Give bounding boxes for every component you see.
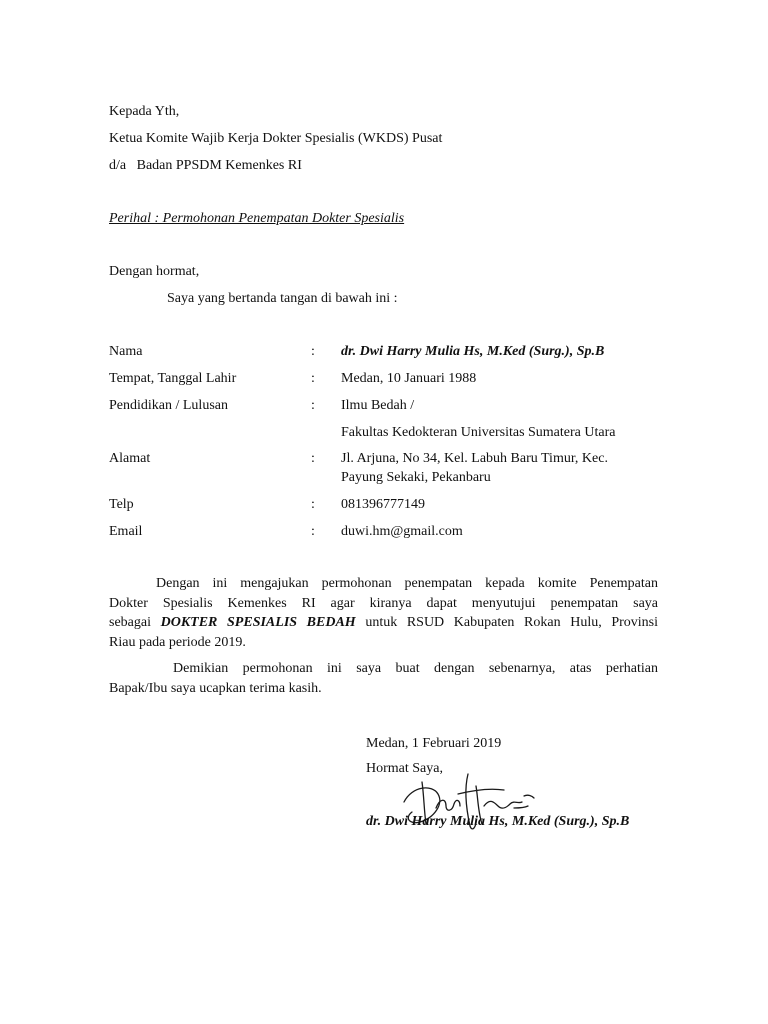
signer-name: dr. Dwi Harry Mulia Hs, M.Ked (Surg.), Sp.B: [366, 814, 630, 829]
field-value-telp: 081396777149: [341, 497, 425, 512]
body-p2-line-1: Demikian permohonan ini saya buat dengan sebenarnya, atas perhatian: [173, 661, 658, 676]
body-p1-line-3: [109, 613, 658, 633]
field-value-pendidikan-2: Fakultas Kedokteran Universitas Sumatera Utara: [341, 425, 616, 440]
recipient-line-2: d/a Badan PPSDM Kemenkes RI: [109, 158, 302, 173]
field-label-alamat: Alamat: [109, 451, 151, 466]
field-label-pendidikan: Pendidikan / Lulusan: [109, 398, 228, 413]
recipient-salutation: Kepada Yth,: [109, 104, 180, 119]
field-value-pendidikan-1: Ilmu Bedah /: [341, 398, 415, 413]
body-p1-line-4: Riau pada periode 2019.: [109, 634, 246, 650]
field-separator: :: [311, 371, 315, 386]
body-p1-line-2: Dokter Spesialis Kemenkes RI agar kiranya dapat menyutujui penempatan saya: [109, 595, 658, 611]
field-separator: :: [311, 344, 315, 359]
field-value-nama: dr. Dwi Harry Mulia Hs, M.Ked (Surg.), Sp.B: [341, 344, 605, 359]
body-p2-line-2: Bapak/Ibu saya ucapkan terima kasih.: [109, 680, 322, 696]
field-value-email: duwi.hm@gmail.com: [341, 524, 463, 539]
intro-sentence: Saya yang bertanda tangan di bawah ini :: [167, 291, 398, 306]
body-p1-line-3-prefix: sebagai: [109, 615, 151, 630]
specialty-emphasis: DOKTER SPESIALIS BEDAH: [160, 615, 356, 630]
body-p1-line-1: Dengan ini mengajukan permohonan penempatan kepada komite Penempatan: [156, 576, 658, 591]
greeting: Dengan hormat,: [109, 264, 200, 279]
field-label-email: Email: [109, 524, 143, 539]
field-separator: :: [311, 451, 315, 466]
field-separator: :: [311, 497, 315, 512]
field-separator: :: [311, 524, 315, 539]
field-value-alamat-1: Jl. Arjuna, No 34, Kel. Labuh Baru Timur, Kec.: [341, 451, 608, 466]
closing-regards: Hormat Saya,: [366, 761, 443, 776]
field-label-ttl: Tempat, Tanggal Lahir: [109, 371, 237, 386]
field-value-alamat-2: Payung Sekaki, Pekanbaru: [341, 470, 491, 485]
letter-subject: Perihal : Permohonan Penempatan Dokter Spesialis: [109, 211, 405, 226]
recipient-line-1: Ketua Komite Wajib Kerja Dokter Spesialis (WKDS) Pusat: [109, 131, 443, 146]
field-value-ttl: Medan, 10 Januari 1988: [341, 371, 477, 386]
field-label-telp: Telp: [109, 497, 134, 512]
body-p1-line-3-suffix: untuk RSUD Kabupaten Rokan Hulu, Provinsi: [365, 615, 659, 630]
field-label-nama: Nama: [109, 344, 143, 359]
place-date: Medan, 1 Februari 2019: [366, 736, 502, 751]
field-separator: :: [311, 398, 315, 413]
body-paragraph-2: [109, 659, 658, 698]
body-paragraph-1: [109, 574, 658, 652]
